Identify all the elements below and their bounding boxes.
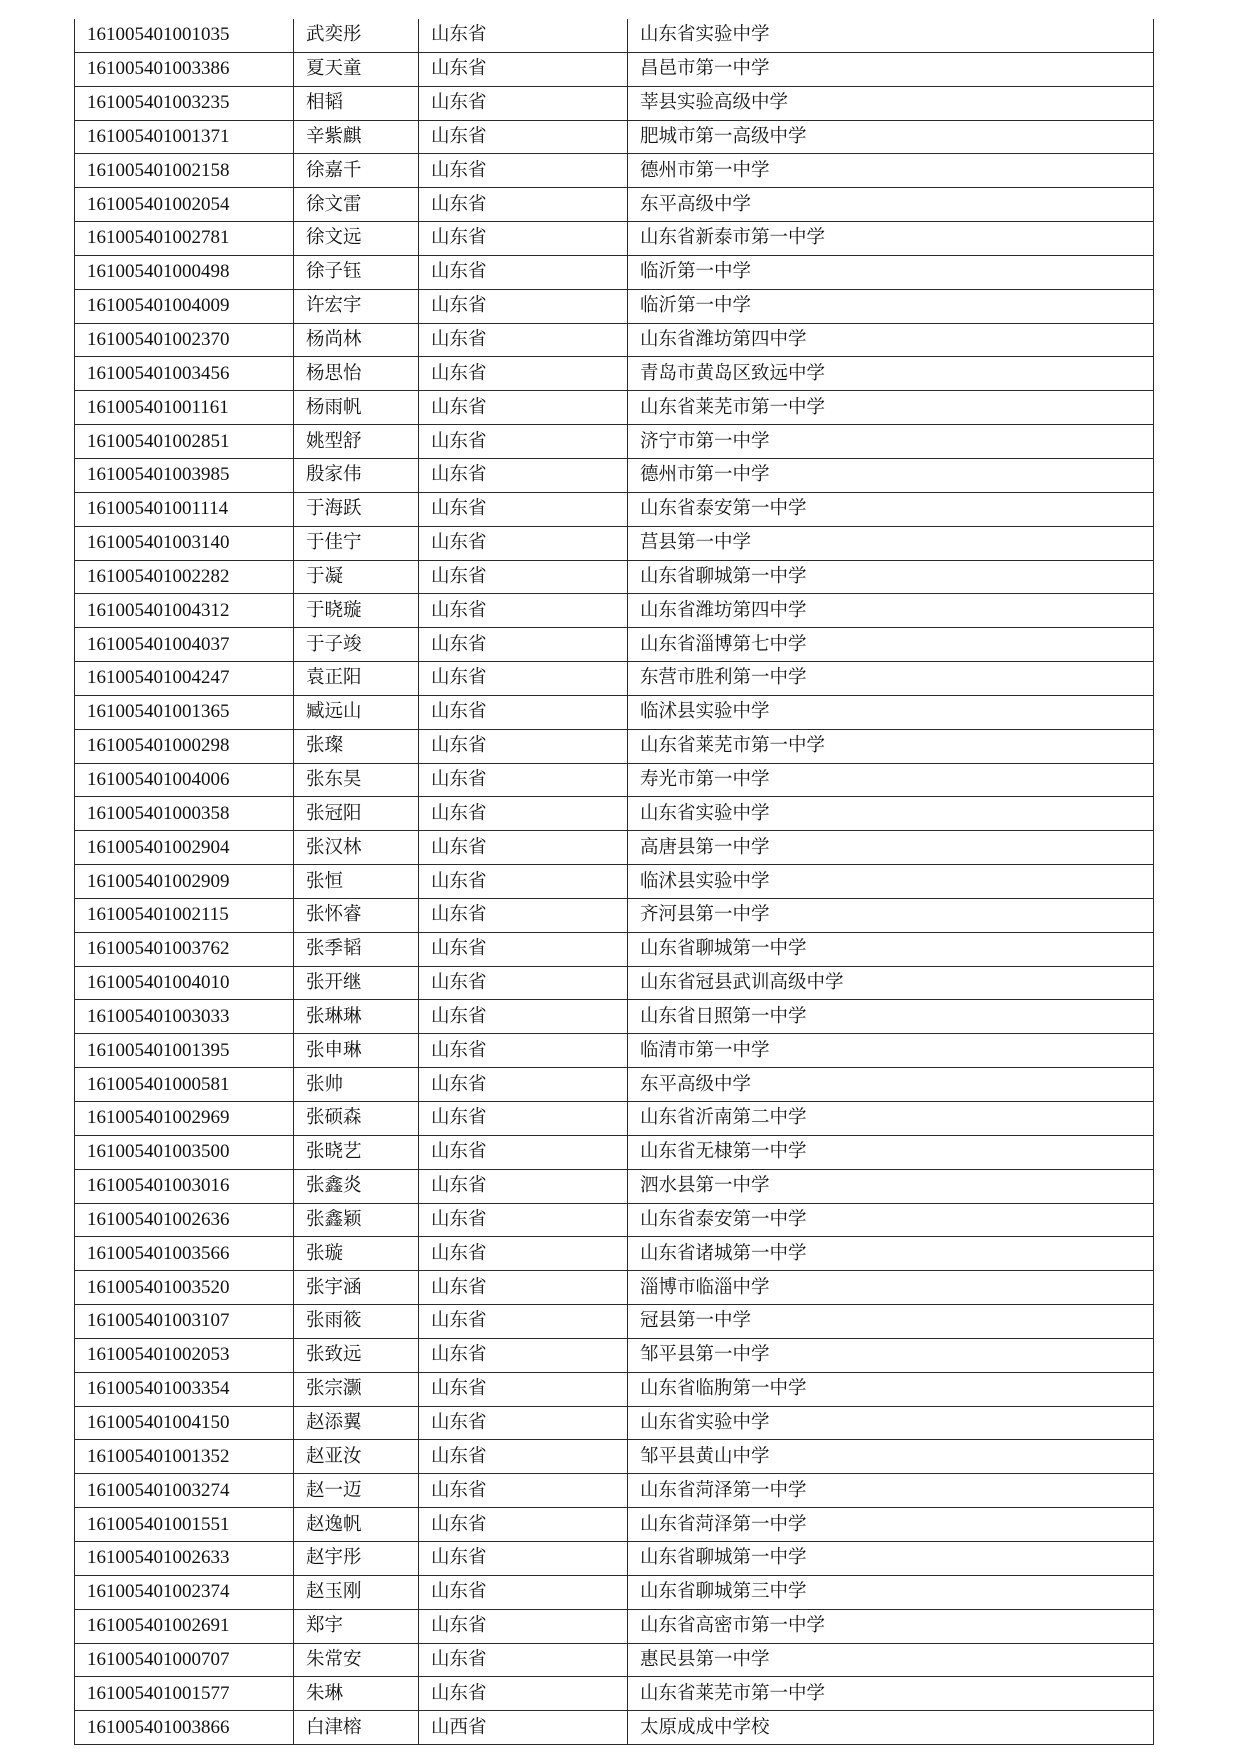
province-cell: 山东省 [419,1609,628,1643]
student-id-cell: 161005401003033 [75,1000,294,1034]
province-cell: 山东省 [419,391,628,425]
province-cell: 山东省 [419,19,628,52]
student-name-cell: 张东昊 [294,763,419,797]
school-cell: 冠县第一中学 [628,1305,1154,1339]
province-cell: 山东省 [419,1305,628,1339]
student-id-cell: 161005401003140 [75,526,294,560]
school-cell: 青岛市黄岛区致远中学 [628,357,1154,391]
student-name-cell: 徐文雷 [294,188,419,222]
province-cell: 山东省 [419,222,628,256]
student-id-cell: 161005401004312 [75,594,294,628]
student-name-cell: 姚型舒 [294,425,419,459]
province-cell: 山东省 [419,662,628,696]
student-id-cell: 161005401003520 [75,1271,294,1305]
province-cell: 山东省 [419,1643,628,1677]
school-cell: 济宁市第一中学 [628,425,1154,459]
school-cell: 临沭县实验中学 [628,695,1154,729]
province-cell: 山东省 [419,1372,628,1406]
student-name-cell: 杨尚林 [294,323,419,357]
student-id-cell: 161005401001035 [75,19,294,52]
province-cell: 山东省 [419,1203,628,1237]
table-row [75,628,1154,662]
student-name-cell: 白津榕 [294,1711,419,1745]
student-id-cell: 161005401000707 [75,1643,294,1677]
student-id-cell: 161005401002282 [75,560,294,594]
student-id-cell: 161005401004010 [75,966,294,1000]
province-cell: 山东省 [419,932,628,966]
school-cell: 山东省沂南第二中学 [628,1102,1154,1136]
table-row [75,966,1154,1000]
province-cell: 山东省 [419,1575,628,1609]
province-cell: 山东省 [419,255,628,289]
student-name-cell: 张硕森 [294,1102,419,1136]
province-cell: 山东省 [419,628,628,662]
table-row [75,1102,1154,1136]
student-id-cell: 161005401003354 [75,1372,294,1406]
student-name-cell: 袁正阳 [294,662,419,696]
student-name-cell: 张开继 [294,966,419,1000]
student-id-cell: 161005401003386 [75,52,294,86]
student-id-cell: 161005401001161 [75,391,294,425]
school-cell: 德州市第一中学 [628,154,1154,188]
school-cell: 德州市第一中学 [628,458,1154,492]
table-row [75,1575,1154,1609]
school-cell: 太原成成中学校 [628,1711,1154,1745]
student-id-cell: 161005401002781 [75,222,294,256]
student-id-cell: 161005401002158 [75,154,294,188]
student-id-cell: 161005401000358 [75,797,294,831]
province-cell: 山东省 [419,966,628,1000]
table-row [75,729,1154,763]
school-cell: 邹平县黄山中学 [628,1440,1154,1474]
school-cell: 山东省诸城第一中学 [628,1237,1154,1271]
school-cell: 临沭县实验中学 [628,865,1154,899]
student-name-cell: 张汉林 [294,831,419,865]
table-row [75,1711,1154,1745]
table-row [75,19,1154,52]
student-id-cell: 161005401000581 [75,1068,294,1102]
student-name-cell: 杨思怡 [294,357,419,391]
student-id-cell: 161005401001551 [75,1508,294,1542]
province-cell: 山东省 [419,458,628,492]
province-cell: 山东省 [419,1000,628,1034]
school-cell: 昌邑市第一中学 [628,52,1154,86]
table-row [75,1135,1154,1169]
province-cell: 山东省 [419,154,628,188]
student-id-cell: 161005401002633 [75,1541,294,1575]
school-cell: 邹平县第一中学 [628,1338,1154,1372]
school-cell: 山东省聊城第一中学 [628,560,1154,594]
student-id-cell: 161005401002053 [75,1338,294,1372]
student-id-cell: 161005401001371 [75,120,294,154]
student-name-cell: 于晓璇 [294,594,419,628]
province-cell: 山东省 [419,1135,628,1169]
table-row [75,188,1154,222]
student-name-cell: 张璇 [294,1237,419,1271]
student-id-cell: 161005401002904 [75,831,294,865]
school-cell: 泗水县第一中学 [628,1169,1154,1203]
table-row [75,1677,1154,1711]
school-cell: 东平高级中学 [628,188,1154,222]
student-name-cell: 辛紫麒 [294,120,419,154]
student-id-cell: 161005401002691 [75,1609,294,1643]
student-id-cell: 161005401003274 [75,1474,294,1508]
school-cell: 山东省聊城第一中学 [628,932,1154,966]
student-id-cell: 161005401004247 [75,662,294,696]
roster-table [74,19,1154,1745]
table-row [75,120,1154,154]
school-cell: 莘县实验高级中学 [628,86,1154,120]
student-name-cell: 郑宇 [294,1609,419,1643]
student-id-cell: 161005401004037 [75,628,294,662]
province-cell: 山西省 [419,1711,628,1745]
school-cell: 东平高级中学 [628,1068,1154,1102]
table-row [75,1169,1154,1203]
province-cell: 山东省 [419,357,628,391]
table-row [75,1068,1154,1102]
student-name-cell: 朱常安 [294,1643,419,1677]
table-row [75,797,1154,831]
student-name-cell: 于凝 [294,560,419,594]
student-name-cell: 张琳琳 [294,1000,419,1034]
province-cell: 山东省 [419,560,628,594]
student-id-cell: 161005401000498 [75,255,294,289]
table-row [75,526,1154,560]
table-row [75,1338,1154,1372]
table-row [75,1237,1154,1271]
student-id-cell: 161005401002969 [75,1102,294,1136]
province-cell: 山东省 [419,289,628,323]
province-cell: 山东省 [419,797,628,831]
student-name-cell: 张鑫颖 [294,1203,419,1237]
school-cell: 惠民县第一中学 [628,1643,1154,1677]
school-cell: 山东省实验中学 [628,1406,1154,1440]
student-id-cell: 161005401004009 [75,289,294,323]
school-cell: 山东省实验中学 [628,19,1154,52]
student-name-cell: 相韬 [294,86,419,120]
table-row [75,560,1154,594]
school-cell: 山东省淄博第七中学 [628,628,1154,662]
table-row [75,831,1154,865]
student-name-cell: 许宏宇 [294,289,419,323]
student-name-cell: 徐嘉千 [294,154,419,188]
student-id-cell: 161005401002115 [75,898,294,932]
province-cell: 山东省 [419,425,628,459]
table-row [75,932,1154,966]
student-name-cell: 张怀睿 [294,898,419,932]
school-cell: 山东省聊城第一中学 [628,1541,1154,1575]
student-name-cell: 赵宇彤 [294,1541,419,1575]
student-id-cell: 161005401000298 [75,729,294,763]
school-cell: 山东省新泰市第一中学 [628,222,1154,256]
school-cell: 山东省无棣第一中学 [628,1135,1154,1169]
student-name-cell: 张申琳 [294,1034,419,1068]
student-name-cell: 武奕彤 [294,19,419,52]
student-name-cell: 徐文远 [294,222,419,256]
student-id-cell: 161005401002909 [75,865,294,899]
student-name-cell: 臧远山 [294,695,419,729]
student-id-cell: 161005401001352 [75,1440,294,1474]
table-row [75,357,1154,391]
table-row [75,1440,1154,1474]
student-id-cell: 161005401001577 [75,1677,294,1711]
student-id-cell: 161005401003762 [75,932,294,966]
table-row [75,492,1154,526]
student-name-cell: 赵逸帆 [294,1508,419,1542]
province-cell: 山东省 [419,1169,628,1203]
school-cell: 山东省莱芜市第一中学 [628,729,1154,763]
province-cell: 山东省 [419,898,628,932]
student-id-cell: 161005401001395 [75,1034,294,1068]
school-cell: 山东省菏泽第一中学 [628,1474,1154,1508]
student-id-cell: 161005401004150 [75,1406,294,1440]
table-row [75,222,1154,256]
student-id-cell: 161005401001114 [75,492,294,526]
student-name-cell: 张晓艺 [294,1135,419,1169]
student-id-cell: 161005401003016 [75,1169,294,1203]
province-cell: 山东省 [419,120,628,154]
province-cell: 山东省 [419,1541,628,1575]
school-cell: 淄博市临淄中学 [628,1271,1154,1305]
student-id-cell: 161005401002374 [75,1575,294,1609]
school-cell: 山东省实验中学 [628,797,1154,831]
table-row [75,391,1154,425]
school-cell: 山东省莱芜市第一中学 [628,1677,1154,1711]
student-name-cell: 于佳宁 [294,526,419,560]
table-row [75,1541,1154,1575]
province-cell: 山东省 [419,594,628,628]
table-row [75,425,1154,459]
student-name-cell: 张璨 [294,729,419,763]
province-cell: 山东省 [419,188,628,222]
province-cell: 山东省 [419,1068,628,1102]
table-row [75,1643,1154,1677]
school-cell: 山东省聊城第三中学 [628,1575,1154,1609]
province-cell: 山东省 [419,1237,628,1271]
province-cell: 山东省 [419,1338,628,1372]
table-row [75,154,1154,188]
student-id-cell: 161005401002851 [75,425,294,459]
student-name-cell: 赵玉刚 [294,1575,419,1609]
table-row [75,1372,1154,1406]
student-id-cell: 161005401003107 [75,1305,294,1339]
school-cell: 山东省冠县武训高级中学 [628,966,1154,1000]
province-cell: 山东省 [419,492,628,526]
table-row [75,323,1154,357]
table-row [75,1203,1154,1237]
province-cell: 山东省 [419,1271,628,1305]
province-cell: 山东省 [419,865,628,899]
province-cell: 山东省 [419,763,628,797]
student-name-cell: 徐子钰 [294,255,419,289]
student-name-cell: 杨雨帆 [294,391,419,425]
student-id-cell: 161005401003566 [75,1237,294,1271]
province-cell: 山东省 [419,1440,628,1474]
school-cell: 临清市第一中学 [628,1034,1154,1068]
student-name-cell: 赵一迈 [294,1474,419,1508]
student-name-cell: 张宗灏 [294,1372,419,1406]
table-row [75,662,1154,696]
student-name-cell: 于海跃 [294,492,419,526]
school-cell: 东营市胜利第一中学 [628,662,1154,696]
student-name-cell: 张致远 [294,1338,419,1372]
school-cell: 寿光市第一中学 [628,763,1154,797]
student-name-cell: 赵添翼 [294,1406,419,1440]
school-cell: 山东省莱芜市第一中学 [628,391,1154,425]
table-row [75,1034,1154,1068]
school-cell: 山东省临朐第一中学 [628,1372,1154,1406]
table-row [75,86,1154,120]
school-cell: 临沂第一中学 [628,289,1154,323]
school-cell: 山东省潍坊第四中学 [628,594,1154,628]
table-row [75,1508,1154,1542]
student-id-cell: 161005401001365 [75,695,294,729]
table-row [75,763,1154,797]
student-name-cell: 张雨筱 [294,1305,419,1339]
student-id-cell: 161005401002636 [75,1203,294,1237]
table-row [75,52,1154,86]
table-row [75,1609,1154,1643]
table-row [75,255,1154,289]
school-cell: 莒县第一中学 [628,526,1154,560]
province-cell: 山东省 [419,323,628,357]
school-cell: 山东省菏泽第一中学 [628,1508,1154,1542]
student-id-cell: 161005401003985 [75,458,294,492]
school-cell: 山东省高密市第一中学 [628,1609,1154,1643]
student-id-cell: 161005401002054 [75,188,294,222]
student-id-cell: 161005401003866 [75,1711,294,1745]
student-id-cell: 161005401004006 [75,763,294,797]
student-name-cell: 张宇涵 [294,1271,419,1305]
student-id-cell: 161005401003456 [75,357,294,391]
school-cell: 肥城市第一高级中学 [628,120,1154,154]
table-row [75,1000,1154,1034]
province-cell: 山东省 [419,526,628,560]
student-name-cell: 殷家伟 [294,458,419,492]
province-cell: 山东省 [419,1677,628,1711]
school-cell: 高唐县第一中学 [628,831,1154,865]
school-cell: 山东省潍坊第四中学 [628,323,1154,357]
table-row [75,1474,1154,1508]
school-cell: 山东省泰安第一中学 [628,1203,1154,1237]
student-name-cell: 赵亚汝 [294,1440,419,1474]
province-cell: 山东省 [419,831,628,865]
table-row [75,1305,1154,1339]
school-cell: 临沂第一中学 [628,255,1154,289]
student-id-cell: 161005401003500 [75,1135,294,1169]
school-cell: 山东省日照第一中学 [628,1000,1154,1034]
province-cell: 山东省 [419,729,628,763]
table-row [75,594,1154,628]
student-id-cell: 161005401003235 [75,86,294,120]
student-name-cell: 张冠阳 [294,797,419,831]
province-cell: 山东省 [419,1034,628,1068]
province-cell: 山东省 [419,86,628,120]
school-cell: 山东省泰安第一中学 [628,492,1154,526]
roster-table-body [75,19,1154,1745]
student-name-cell: 张季韬 [294,932,419,966]
student-name-cell: 张恒 [294,865,419,899]
student-name-cell: 夏天童 [294,52,419,86]
province-cell: 山东省 [419,1508,628,1542]
student-name-cell: 张帅 [294,1068,419,1102]
table-row [75,695,1154,729]
province-cell: 山东省 [419,1406,628,1440]
province-cell: 山东省 [419,1474,628,1508]
table-row [75,898,1154,932]
table-row [75,1406,1154,1440]
student-id-cell: 161005401002370 [75,323,294,357]
province-cell: 山东省 [419,52,628,86]
student-name-cell: 朱琳 [294,1677,419,1711]
student-name-cell: 张鑫炎 [294,1169,419,1203]
province-cell: 山东省 [419,1102,628,1136]
province-cell: 山东省 [419,695,628,729]
table-row [75,865,1154,899]
table-row [75,1271,1154,1305]
table-row [75,289,1154,323]
student-name-cell: 于子竣 [294,628,419,662]
table-row [75,458,1154,492]
school-cell: 齐河县第一中学 [628,898,1154,932]
